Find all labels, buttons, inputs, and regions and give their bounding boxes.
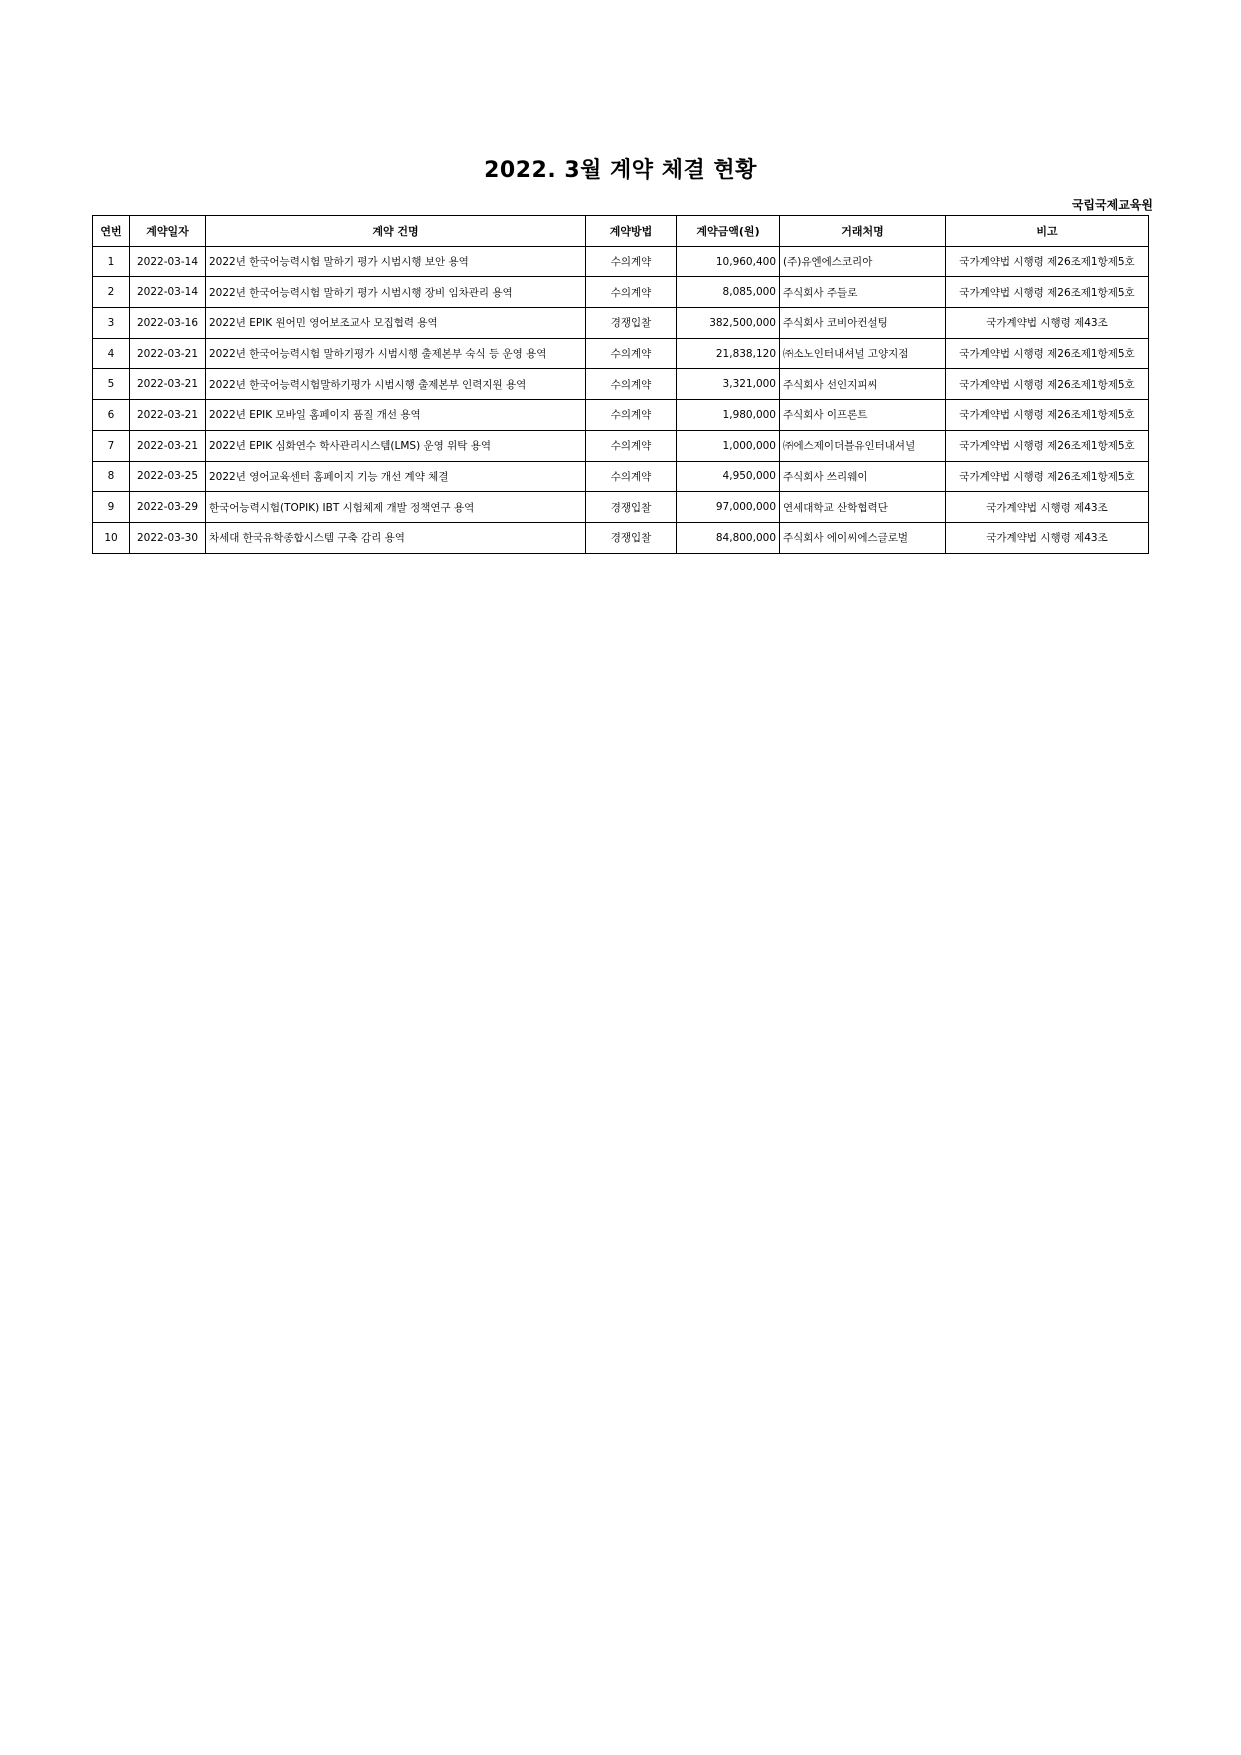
cell-date: 2022-03-29 xyxy=(130,492,206,523)
header-date: 계약일자 xyxy=(130,216,206,247)
cell-date: 2022-03-21 xyxy=(130,369,206,400)
cell-contract-name: 2022년 EPIK 심화연수 학사관리시스템(LMS) 운영 위탁 용역 xyxy=(206,430,586,461)
cell-vendor: 연세대학교 산학협력단 xyxy=(780,492,946,523)
table-row xyxy=(93,492,1149,523)
table-row xyxy=(93,400,1149,431)
header-method: 계약방법 xyxy=(586,216,677,247)
cell-remarks: 국가계약법 시행령 제26조제1항제5호 xyxy=(946,461,1149,492)
cell-remarks: 국가계약법 시행령 제43조 xyxy=(946,522,1149,553)
cell-date: 2022-03-14 xyxy=(130,277,206,308)
cell-amount: 97,000,000 xyxy=(677,492,780,523)
cell-amount: 1,000,000 xyxy=(677,430,780,461)
cell-vendor: 주식회사 코비아컨설팅 xyxy=(780,308,946,339)
table-row xyxy=(93,430,1149,461)
cell-vendor: (주)유엔에스코리아 xyxy=(780,246,946,277)
cell-method: 경쟁입찰 xyxy=(586,522,677,553)
header-vendor: 거래처명 xyxy=(780,216,946,247)
page-title: 2022. 3월 계약 체결 현황 xyxy=(484,158,757,183)
cell-seq: 10 xyxy=(93,522,130,553)
cell-amount: 3,321,000 xyxy=(677,369,780,400)
cell-date: 2022-03-21 xyxy=(130,430,206,461)
table-row xyxy=(93,277,1149,308)
cell-seq: 6 xyxy=(93,400,130,431)
cell-contract-name: 2022년 한국어능력시험 말하기 평가 시범시행 장비 임차관리 용역 xyxy=(206,277,586,308)
cell-remarks: 국가계약법 시행령 제26조제1항제5호 xyxy=(946,277,1149,308)
cell-remarks: 국가계약법 시행령 제26조제1항제5호 xyxy=(946,400,1149,431)
cell-vendor: 주식회사 에이씨에스글로벌 xyxy=(780,522,946,553)
cell-seq: 1 xyxy=(93,246,130,277)
cell-date: 2022-03-25 xyxy=(130,461,206,492)
header-amount: 계약금액(원) xyxy=(677,216,780,247)
cell-vendor: 주식회사 주들로 xyxy=(780,277,946,308)
cell-seq: 8 xyxy=(93,461,130,492)
table-row xyxy=(93,246,1149,277)
cell-contract-name: 2022년 한국어능력시험말하기평가 시범시행 출제본부 인력지원 용역 xyxy=(206,369,586,400)
cell-seq: 2 xyxy=(93,277,130,308)
cell-seq: 4 xyxy=(93,338,130,369)
cell-method: 수의계약 xyxy=(586,400,677,431)
cell-method: 수의계약 xyxy=(586,430,677,461)
contract-table xyxy=(92,215,1149,554)
cell-vendor: 주식회사 이프론트 xyxy=(780,400,946,431)
table-row xyxy=(93,338,1149,369)
cell-method: 경쟁입찰 xyxy=(586,492,677,523)
cell-method: 수의계약 xyxy=(586,369,677,400)
cell-vendor: 주식회사 쓰리웨이 xyxy=(780,461,946,492)
cell-date: 2022-03-30 xyxy=(130,522,206,553)
cell-method: 경쟁입찰 xyxy=(586,308,677,339)
cell-date: 2022-03-16 xyxy=(130,308,206,339)
cell-contract-name: 2022년 EPIK 원어민 영어보조교사 모집협력 용역 xyxy=(206,308,586,339)
cell-amount: 21,838,120 xyxy=(677,338,780,369)
cell-contract-name: 2022년 EPIK 모바일 홈페이지 품질 개선 용역 xyxy=(206,400,586,431)
header-remarks: 비고 xyxy=(946,216,1149,247)
cell-contract-name: 한국어능력시험(TOPIK) IBT 시험체제 개발 정책연구 용역 xyxy=(206,492,586,523)
cell-remarks: 국가계약법 시행령 제26조제1항제5호 xyxy=(946,338,1149,369)
cell-amount: 382,500,000 xyxy=(677,308,780,339)
header-seq: 연번 xyxy=(93,216,130,247)
cell-date: 2022-03-21 xyxy=(130,338,206,369)
cell-amount: 8,085,000 xyxy=(677,277,780,308)
cell-contract-name: 2022년 한국어능력시험 말하기 평가 시범시행 보안 용역 xyxy=(206,246,586,277)
cell-method: 수의계약 xyxy=(586,246,677,277)
table-row xyxy=(93,461,1149,492)
cell-amount: 84,800,000 xyxy=(677,522,780,553)
cell-contract-name: 2022년 영어교육센터 홈페이지 기능 개선 계약 체결 xyxy=(206,461,586,492)
cell-seq: 3 xyxy=(93,308,130,339)
cell-method: 수의계약 xyxy=(586,277,677,308)
cell-contract-name: 2022년 한국어능력시험 말하기평가 시범시행 출제본부 숙식 등 운영 용역 xyxy=(206,338,586,369)
cell-remarks: 국가계약법 시행령 제43조 xyxy=(946,492,1149,523)
cell-date: 2022-03-14 xyxy=(130,246,206,277)
organization-name: 국립국제교육원 xyxy=(1071,198,1153,212)
cell-vendor: ㈜에스제이더블유인터내셔널 xyxy=(780,430,946,461)
cell-vendor: 주식회사 선인지피씨 xyxy=(780,369,946,400)
table-row xyxy=(93,522,1149,553)
cell-seq: 9 xyxy=(93,492,130,523)
cell-date: 2022-03-21 xyxy=(130,400,206,431)
cell-seq: 7 xyxy=(93,430,130,461)
cell-method: 수의계약 xyxy=(586,461,677,492)
cell-remarks: 국가계약법 시행령 제26조제1항제5호 xyxy=(946,246,1149,277)
table-header-row xyxy=(93,216,1149,247)
header-contract-name: 계약 건명 xyxy=(206,216,586,247)
cell-amount: 4,950,000 xyxy=(677,461,780,492)
cell-amount: 10,960,400 xyxy=(677,246,780,277)
cell-remarks: 국가계약법 시행령 제26조제1항제5호 xyxy=(946,369,1149,400)
table-row xyxy=(93,369,1149,400)
table-row xyxy=(93,308,1149,339)
cell-vendor: ㈜소노인터내셔널 고양지점 xyxy=(780,338,946,369)
cell-contract-name: 차세대 한국유학종합시스템 구축 감리 용역 xyxy=(206,522,586,553)
cell-amount: 1,980,000 xyxy=(677,400,780,431)
cell-method: 수의계약 xyxy=(586,338,677,369)
cell-remarks: 국가계약법 시행령 제26조제1항제5호 xyxy=(946,430,1149,461)
cell-seq: 5 xyxy=(93,369,130,400)
cell-remarks: 국가계약법 시행령 제43조 xyxy=(946,308,1149,339)
